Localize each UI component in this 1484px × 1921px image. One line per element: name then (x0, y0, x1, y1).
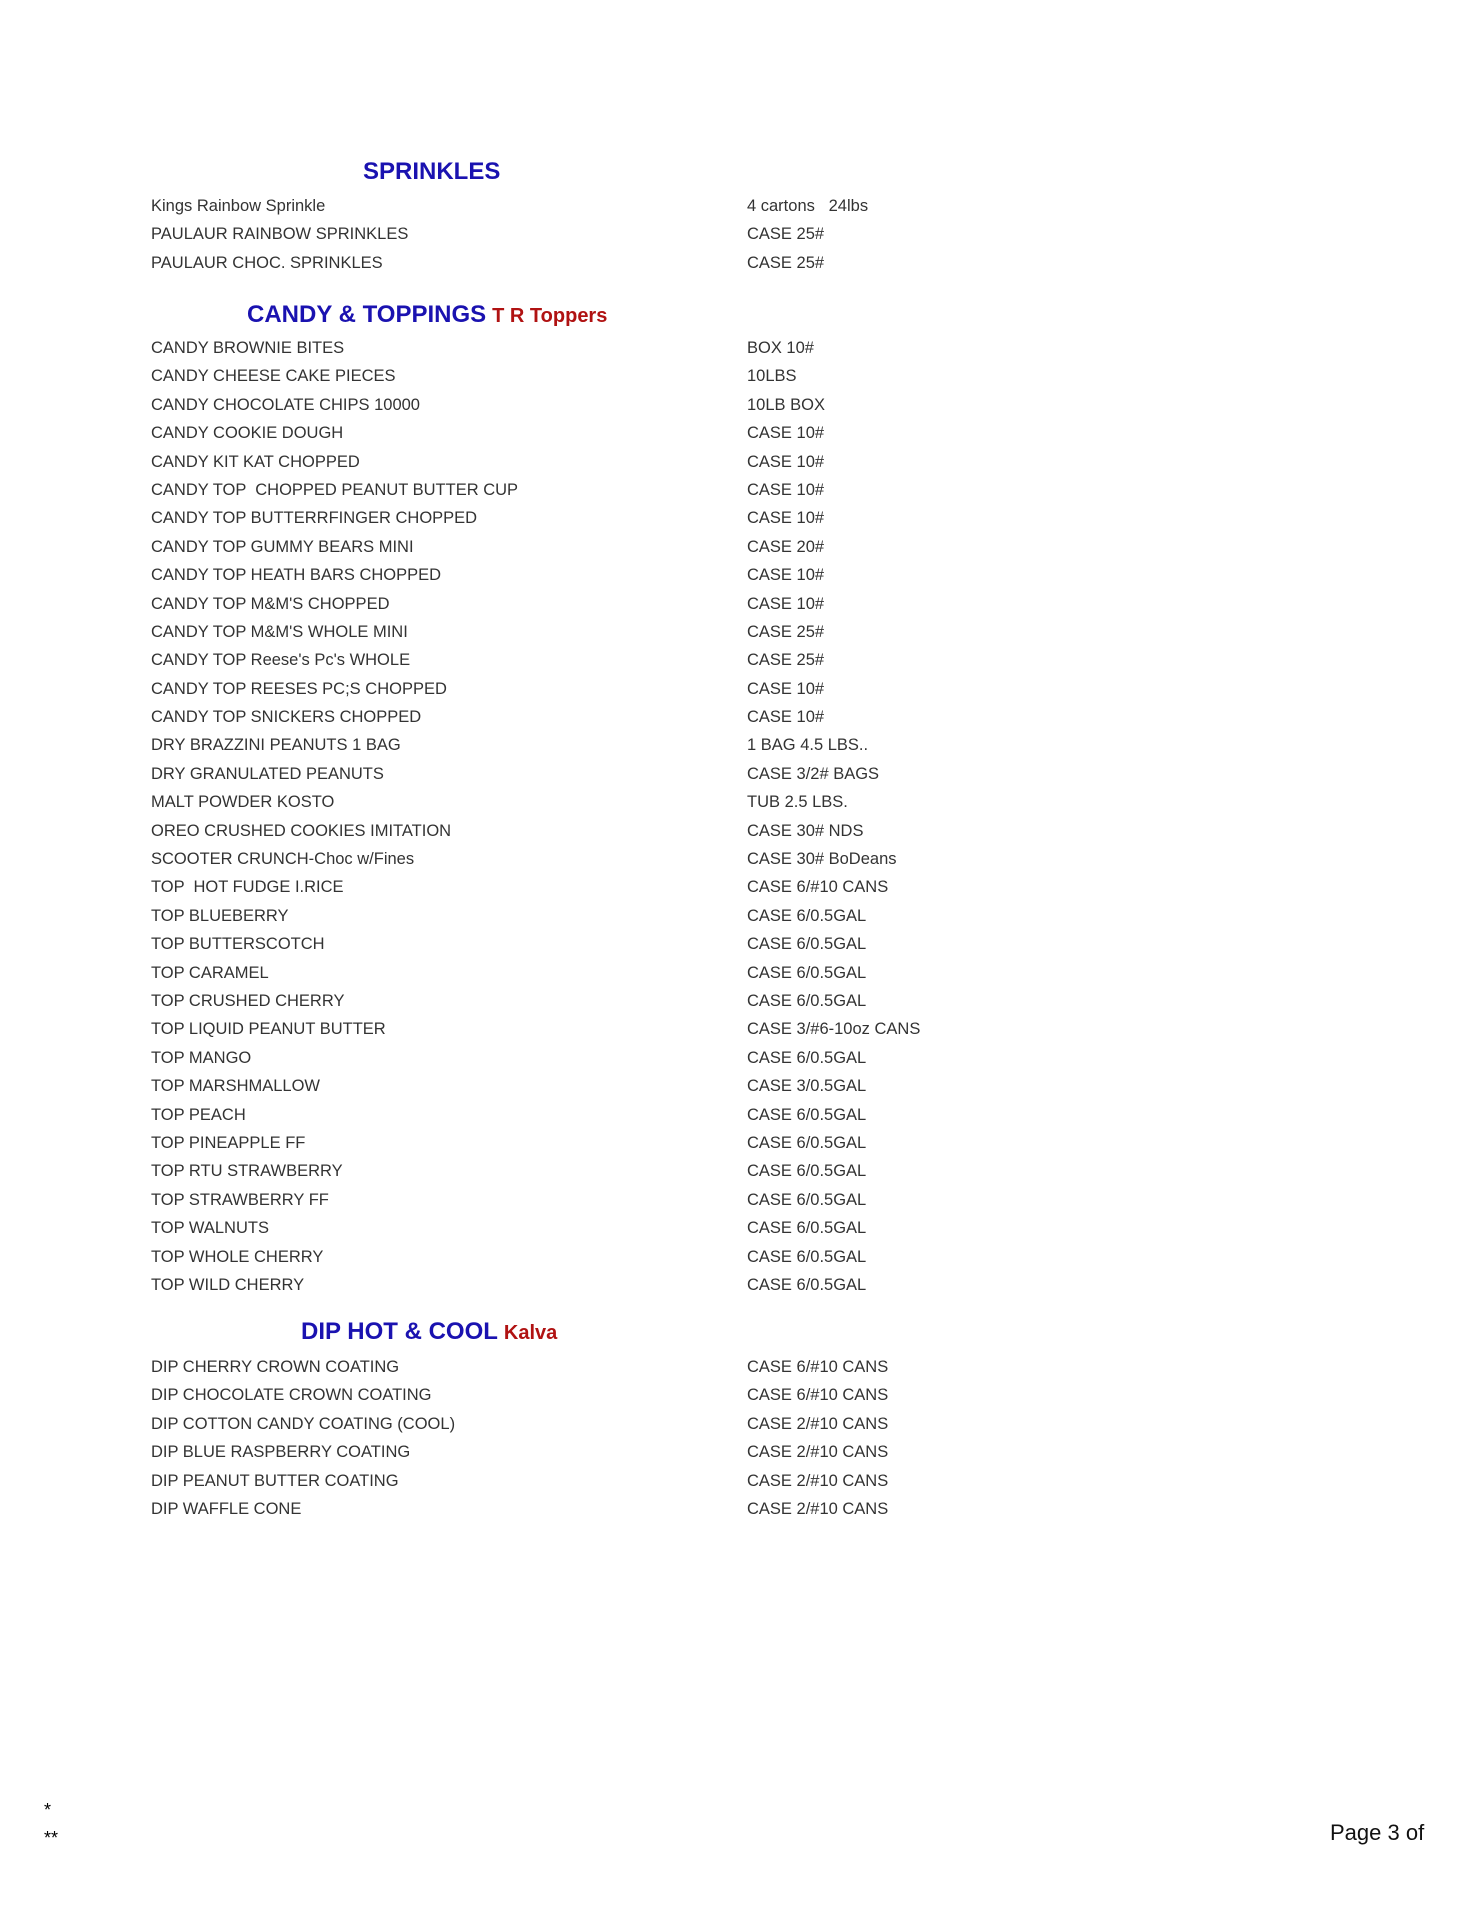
item-pack-size: CASE 2/#10 CANS (747, 1414, 889, 1433)
list-item (151, 618, 1151, 646)
item-name: DRY GRANULATED PEANUTS (151, 764, 384, 783)
list-item (151, 788, 1151, 816)
item-pack-size: CASE 2/#10 CANS (747, 1443, 889, 1462)
list-item (151, 1467, 1151, 1495)
item-pack-size: CASE 25# (747, 225, 825, 244)
item-name: CANDY CHEESE CAKE PIECES (151, 367, 396, 386)
item-name: DIP COTTON CANDY COATING (COOL) (151, 1414, 456, 1433)
list-item (151, 1381, 1151, 1409)
section-title: DIP HOT & COOL (301, 1318, 498, 1345)
item-pack-size: CASE 30# BoDeans (747, 850, 897, 869)
list-item (151, 1044, 1151, 1072)
item-name: PAULAUR RAINBOW SPRINKLES (151, 225, 409, 244)
item-name: CANDY KIT KAT CHOPPED (151, 452, 360, 471)
list-item (151, 959, 1151, 987)
item-pack-size: TUB 2.5 LBS. (747, 793, 848, 812)
item-name: SCOOTER CRUNCH-Choc w/Fines (151, 850, 415, 869)
item-name: CANDY TOP SNICKERS CHOPPED (151, 708, 422, 727)
list-item (151, 1214, 1151, 1242)
item-pack-size: CASE 6/0.5GAL (747, 1048, 867, 1067)
list-item (151, 362, 1151, 390)
list-item (151, 902, 1151, 930)
item-list (151, 192, 1151, 277)
list-item (151, 1186, 1151, 1214)
item-pack-size: CASE 10# (747, 566, 825, 585)
list-item (151, 504, 1151, 532)
item-name: CANDY TOP HEATH BARS CHOPPED (151, 566, 442, 585)
item-pack-size: CASE 6/#10 CANS (747, 1358, 889, 1376)
item-pack-size: CASE 6/0.5GAL (747, 935, 867, 954)
item-name: TOP PEACH (151, 1105, 246, 1124)
item-name: DIP CHOCOLATE CROWN COATING (151, 1386, 432, 1405)
list-item (151, 192, 1151, 220)
item-name: CANDY TOP GUMMY BEARS MINI (151, 537, 414, 556)
list-item (151, 334, 1151, 362)
list-item (151, 590, 1151, 618)
item-name: TOP HOT FUDGE I.RICE (151, 878, 344, 897)
item-name: DIP CHERRY CROWN COATING (151, 1358, 400, 1376)
item-pack-size: BOX 10# (747, 339, 814, 357)
item-pack-size: CASE 6/#10 CANS (747, 878, 889, 897)
item-pack-size: CASE 6/0.5GAL (747, 906, 867, 925)
item-name: CANDY TOP M&M'S WHOLE MINI (151, 622, 408, 641)
item-name: DIP PEANUT BUTTER COATING (151, 1471, 399, 1490)
item-name: CANDY TOP Reese's Pc's WHOLE (151, 651, 411, 670)
list-item (151, 220, 1151, 248)
footer-marks (44, 1796, 58, 1852)
item-pack-size: CASE 2/#10 CANS (747, 1499, 889, 1518)
item-name: TOP STRAWBERRY FF (151, 1190, 329, 1209)
list-item (151, 419, 1151, 447)
item-name: TOP PINEAPPLE FF (151, 1133, 306, 1152)
item-pack-size: CASE 6/0.5GAL (747, 1275, 867, 1294)
list-item (151, 448, 1151, 476)
item-name: TOP MARSHMALLOW (151, 1077, 321, 1096)
item-name: TOP MANGO (151, 1048, 252, 1067)
item-pack-size: CASE 6/0.5GAL (747, 963, 867, 982)
section-supplier: Kalva (503, 1322, 558, 1344)
item-pack-size: CASE 10# (747, 424, 825, 443)
section-title: SPRINKLES (363, 158, 501, 185)
section-supplier: T R Toppers (492, 305, 608, 327)
list-item (151, 249, 1151, 277)
item-name: TOP WALNUTS (151, 1219, 269, 1238)
list-item (151, 817, 1151, 845)
item-pack-size: 10LBS (747, 367, 797, 386)
item-name: CANDY TOP REESES PC;S CHOPPED (151, 679, 447, 698)
section-title: CANDY & TOPPINGS (247, 301, 487, 328)
list-item (151, 845, 1151, 873)
item-name: CANDY TOP BUTTERRFINGER CHOPPED (151, 509, 478, 528)
page-number: Page 3 of (1330, 1820, 1425, 1845)
item-pack-size: CASE 6/0.5GAL (747, 1247, 867, 1266)
list-item (151, 646, 1151, 674)
item-pack-size: CASE 10# (747, 708, 825, 727)
item-pack-size: CASE 3/#6-10oz CANS (747, 1020, 921, 1039)
item-name: OREO CRUSHED COOKIES IMITATION (151, 821, 452, 840)
list-item (151, 1243, 1151, 1271)
list-item (151, 1438, 1151, 1466)
item-name: CANDY TOP CHOPPED PEANUT BUTTER CUP (151, 480, 519, 499)
item-pack-size: 4 cartons 24lbs (747, 197, 869, 215)
item-name: TOP RTU STRAWBERRY (151, 1162, 343, 1181)
item-name: MALT POWDER KOSTO (151, 793, 335, 812)
item-pack-size: CASE 2/#10 CANS (747, 1471, 889, 1490)
item-pack-size: CASE 10# (747, 452, 825, 471)
list-item (151, 1495, 1151, 1523)
item-pack-size: CASE 6/0.5GAL (747, 1133, 867, 1152)
item-pack-size: CASE 10# (747, 594, 825, 613)
list-item (151, 1271, 1151, 1299)
item-name: TOP LIQUID PEANUT BUTTER (151, 1020, 386, 1039)
item-pack-size: CASE 25# (747, 622, 825, 641)
item-pack-size: CASE 30# NDS (747, 821, 864, 840)
list-item (151, 391, 1151, 419)
list-item (151, 1157, 1151, 1185)
item-pack-size: 10LB BOX (747, 395, 825, 414)
item-pack-size: CASE 3/2# BAGS (747, 764, 880, 783)
item-pack-size: CASE 6/0.5GAL (747, 1105, 867, 1124)
section-heading (247, 301, 607, 329)
item-pack-size: CASE 6/0.5GAL (747, 1190, 867, 1209)
item-pack-size: CASE 20# (747, 537, 825, 556)
item-pack-size: CASE 6/0.5GAL (747, 1162, 867, 1181)
item-pack-size: CASE 10# (747, 679, 825, 698)
item-name: DIP BLUE RASPBERRY COATING (151, 1443, 411, 1462)
list-item (151, 930, 1151, 958)
list-item (151, 1015, 1151, 1043)
item-name: TOP WHOLE CHERRY (151, 1247, 324, 1266)
item-pack-size: CASE 6/#10 CANS (747, 1386, 889, 1405)
list-item (151, 675, 1151, 703)
item-name: TOP CARAMEL (151, 963, 269, 982)
item-name: TOP BUTTERSCOTCH (151, 935, 325, 954)
item-pack-size: CASE 6/0.5GAL (747, 991, 867, 1010)
item-name: TOP CRUSHED CHERRY (151, 991, 345, 1010)
list-item (151, 476, 1151, 504)
list-item (151, 731, 1151, 759)
footnote-mark-double: ** (44, 1828, 59, 1848)
item-pack-size: CASE 3/0.5GAL (747, 1077, 867, 1096)
item-name: CANDY BROWNIE BITES (151, 339, 345, 357)
item-pack-size: CASE 10# (747, 480, 825, 499)
list-item (151, 1410, 1151, 1438)
item-pack-size: 1 BAG 4.5 LBS.. (747, 736, 869, 755)
list-item (151, 1353, 1151, 1381)
list-item (151, 987, 1151, 1015)
item-pack-size: CASE 25# (747, 253, 825, 272)
item-name: CANDY TOP M&M'S CHOPPED (151, 594, 390, 613)
list-item (151, 533, 1151, 561)
list-item (151, 1101, 1151, 1129)
item-name: CANDY COOKIE DOUGH (151, 424, 344, 443)
footnote-mark-single: * (44, 1800, 52, 1820)
item-pack-size: CASE 25# (747, 651, 825, 670)
list-item (151, 873, 1151, 901)
list-item (151, 703, 1151, 731)
section-heading (363, 158, 500, 186)
list-item (151, 1072, 1151, 1100)
item-name: TOP BLUEBERRY (151, 906, 289, 925)
item-name: Kings Rainbow Sprinkle (151, 197, 326, 215)
list-item (151, 1129, 1151, 1157)
item-name: CANDY CHOCOLATE CHIPS 10000 (151, 395, 420, 414)
list-item (151, 561, 1151, 589)
item-pack-size: CASE 6/0.5GAL (747, 1219, 867, 1238)
item-list (151, 334, 1151, 1299)
section-heading (301, 1318, 557, 1346)
item-list (151, 1353, 1151, 1523)
item-name: TOP WILD CHERRY (151, 1275, 305, 1294)
list-item (151, 760, 1151, 788)
item-name: DRY BRAZZINI PEANUTS 1 BAG (151, 736, 401, 755)
item-name: PAULAUR CHOC. SPRINKLES (151, 253, 383, 272)
item-pack-size: CASE 10# (747, 509, 825, 528)
item-name: DIP WAFFLE CONE (151, 1499, 302, 1518)
